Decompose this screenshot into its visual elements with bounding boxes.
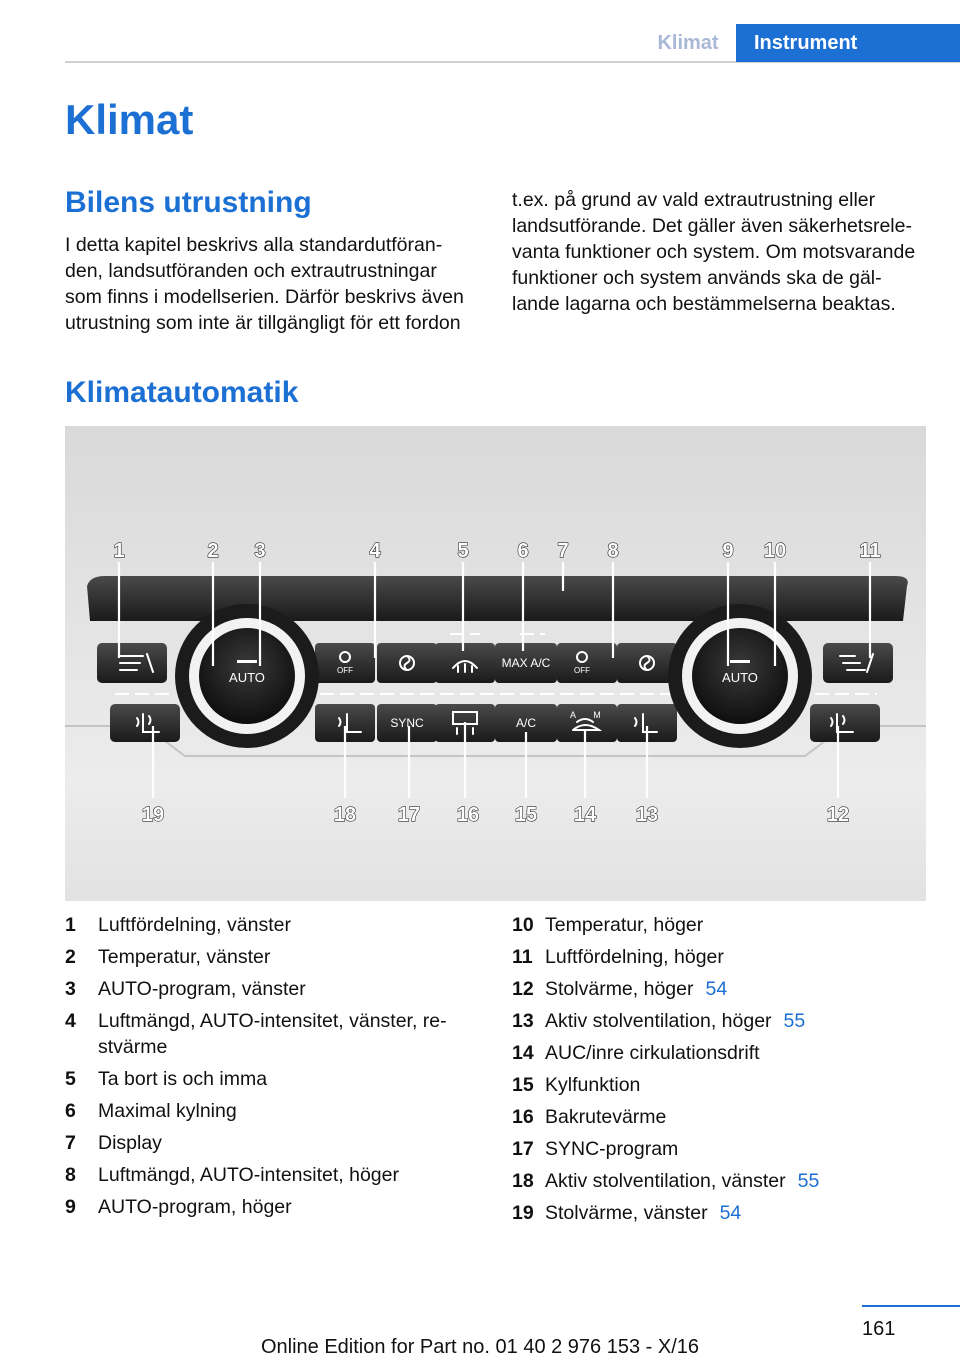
list-item <box>512 1008 937 1034</box>
list-item <box>512 1072 937 1098</box>
item-text: Luftfördelning, vänster <box>98 914 291 936</box>
text-line: I detta kapitel beskrivs alla standardutföran- <box>65 234 443 256</box>
recirculation-button <box>557 704 617 742</box>
item-text: Temperatur, höger <box>545 914 704 936</box>
legend-list-left <box>65 912 475 1226</box>
item-number: 18 <box>512 1170 534 1192</box>
text-line: lande lagarna och bestämmelserna beaktas. <box>512 293 896 315</box>
item-number: 9 <box>65 1196 76 1218</box>
seat-heating-left-button <box>110 704 180 742</box>
callout-2: 2 <box>207 540 219 562</box>
item-text: Bakrutevärme <box>545 1106 667 1128</box>
page-title: Klimat <box>65 96 194 143</box>
item-text: SYNC-program <box>545 1138 679 1160</box>
callout-8: 8 <box>607 540 619 562</box>
seat-heating-right-button <box>810 704 880 742</box>
item-text: Temperatur, vänster <box>98 946 271 968</box>
auto-label-left: AUTO <box>229 670 265 685</box>
callout-9: 9 <box>722 540 734 562</box>
ac-label: A/C <box>515 716 537 730</box>
max-ac-label: MAX A/C <box>501 656 551 670</box>
item-text: AUC/inre cirkulationsdrift <box>545 1042 760 1064</box>
edition-footer: Online Edition for Part no. 01 40 2 976 153 - X/16 <box>260 1336 700 1358</box>
list-item <box>512 1104 937 1130</box>
intro-text-left <box>65 232 485 336</box>
list-item <box>65 912 475 938</box>
page-number: 161 <box>862 1318 896 1340</box>
item-number: 12 <box>512 978 534 1000</box>
list-item <box>65 944 475 970</box>
text-line: funktioner och system används ska de gäl- <box>512 267 882 289</box>
item-number: 1 <box>65 914 76 936</box>
item-text: Stolvärme, vänster <box>545 1202 708 1224</box>
callout-17: 17 <box>397 804 421 826</box>
legend-list-right <box>512 912 937 1232</box>
header-section-tab[interactable]: Klimat <box>657 32 719 54</box>
callout-11: 11 <box>859 540 881 562</box>
list-item <box>512 1040 937 1066</box>
callout-5: 5 <box>457 540 469 562</box>
callout-1: 1 <box>113 540 125 562</box>
page-reference-link[interactable]: 55 <box>783 1010 806 1032</box>
item-number: 17 <box>512 1138 534 1160</box>
item-text-continued: stvärme <box>98 1036 168 1058</box>
text-line: utrustning som inte är tillgängligt för ett fordon <box>65 312 461 334</box>
list-item <box>65 1098 475 1124</box>
auto-label-right: AUTO <box>722 670 758 685</box>
list-item <box>512 976 937 1002</box>
text-line: vanta funktioner och system. Om motsvarande <box>512 241 916 263</box>
item-number: 16 <box>512 1106 534 1128</box>
item-text: AUTO-program, höger <box>98 1196 292 1218</box>
item-number: 15 <box>512 1074 534 1096</box>
item-text: Aktiv stolventilation, höger <box>545 1010 772 1032</box>
callout-14: 14 <box>573 804 597 826</box>
list-item <box>65 976 475 1002</box>
callout-18: 18 <box>333 804 357 826</box>
list-item <box>512 1168 937 1194</box>
callout-15: 15 <box>514 804 538 826</box>
callout-10: 10 <box>763 540 787 562</box>
item-number: 4 <box>65 1010 76 1032</box>
item-text: Maximal kylning <box>98 1100 237 1122</box>
section-heading-equipment: Bilens utrustning <box>65 186 312 219</box>
callout-19: 19 <box>141 804 165 826</box>
item-number: 7 <box>65 1132 76 1154</box>
item-number: 6 <box>65 1100 76 1122</box>
item-number: 14 <box>512 1042 534 1064</box>
sync-label: SYNC <box>390 716 424 730</box>
text-line: som finns i modellserien. Därför beskrivs även <box>65 286 464 308</box>
callout-13: 13 <box>635 804 659 826</box>
text-line: landsutförande. Det gäller även säkerhetsrele- <box>512 215 912 237</box>
auc-m-label: M <box>593 710 601 720</box>
item-text: Luftfördelning, höger <box>545 946 724 968</box>
list-item <box>65 1194 475 1220</box>
intro-text-right <box>512 187 937 317</box>
list-item <box>65 1066 475 1092</box>
text-line: t.ex. på grund av vald extrautrustning eller <box>512 189 876 211</box>
item-number: 3 <box>65 978 76 1000</box>
item-text: Ta bort is och imma <box>98 1068 268 1090</box>
item-text: Display <box>98 1132 162 1154</box>
callout-12: 12 <box>826 804 850 826</box>
callout-6: 6 <box>517 540 529 562</box>
item-number: 8 <box>65 1164 76 1186</box>
list-item <box>65 1162 475 1188</box>
text-line: den, landsutföranden och extrautrustningar <box>65 260 437 282</box>
list-item <box>65 1008 475 1060</box>
callout-7: 7 <box>557 540 569 562</box>
item-number: 2 <box>65 946 76 968</box>
item-number: 19 <box>512 1202 534 1224</box>
item-text: Luftmängd, AUTO-intensitet, höger <box>98 1164 399 1186</box>
list-item <box>65 1130 475 1156</box>
page-reference-link[interactable]: 55 <box>797 1170 820 1192</box>
callout-4: 4 <box>369 540 381 562</box>
item-text: AUTO-program, vänster <box>98 978 306 1000</box>
item-number: 11 <box>512 946 533 968</box>
off-label-left: OFF <box>337 666 353 675</box>
item-number: 13 <box>512 1010 534 1032</box>
footer-rule <box>862 1305 960 1307</box>
list-item <box>512 1200 937 1226</box>
callout-3: 3 <box>254 540 266 562</box>
header-chapter-tab[interactable]: Instrument <box>736 24 960 62</box>
list-item <box>512 1136 937 1162</box>
section-heading-climate-control: Klimatautomatik <box>65 376 299 409</box>
page-reference-link[interactable]: 54 <box>719 1202 742 1224</box>
off-label-right: OFF <box>574 666 590 675</box>
callout-16: 16 <box>456 804 480 826</box>
item-text: Aktiv stolventilation, vänster <box>545 1170 786 1192</box>
item-text: Stolvärme, höger <box>545 978 694 1000</box>
page-reference-link[interactable]: 54 <box>705 978 728 1000</box>
item-text: Kylfunktion <box>545 1074 641 1096</box>
auc-a-label: A <box>569 710 577 720</box>
item-number: 5 <box>65 1068 76 1090</box>
item-number: 10 <box>512 914 534 936</box>
climate-control-panel-figure <box>65 426 926 901</box>
fan-off-right-button <box>557 643 617 683</box>
list-item <box>512 944 937 970</box>
list-item <box>512 912 937 938</box>
item-text: Luftmängd, AUTO-intensitet, vänster, re- <box>98 1010 447 1032</box>
